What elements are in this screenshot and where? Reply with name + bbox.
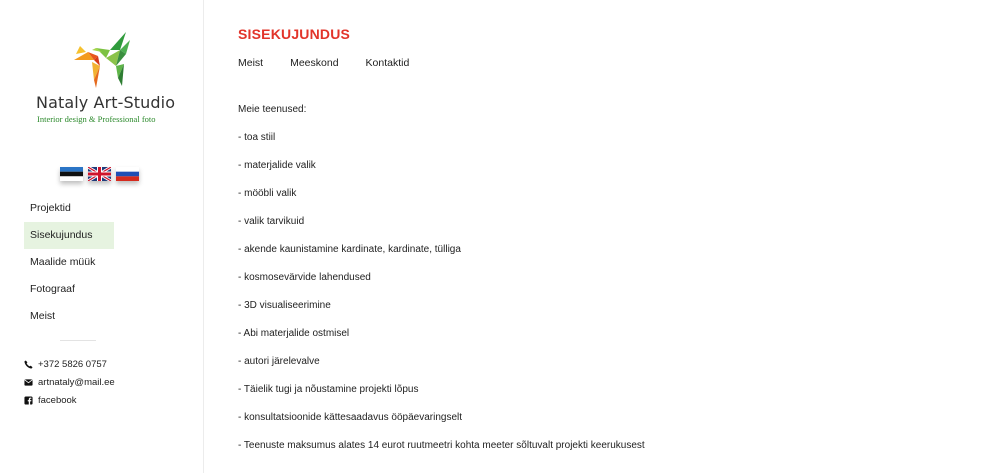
service-item: - Täielik tugi ja nõustamine projekti lõpus — [238, 384, 419, 395]
email-contact[interactable] — [24, 373, 115, 391]
russia-flag-icon[interactable] — [116, 167, 139, 181]
subnav-link-meeskond[interactable]: Meeskond — [290, 57, 339, 69]
sidebar-item-fotograaf[interactable]: Fotograaf — [30, 283, 75, 295]
service-item: - akende kaunistamine kardinate, kardinate, tülliga — [238, 244, 461, 255]
service-item: - kosmosevärvide lahendused — [238, 272, 371, 283]
email-address[interactable]: artnataly@mail.ee — [38, 376, 115, 388]
service-item: - valik tarvikuid — [238, 216, 305, 227]
brand-tagline: Interior design & Professional foto — [37, 114, 156, 124]
services-intro: Meie teenused: — [238, 104, 307, 115]
sidebar-item-meist[interactable]: Meist — [30, 310, 56, 322]
page-title: SISEKUJUNDUS — [238, 26, 351, 42]
contact-list — [24, 355, 115, 409]
services-list — [238, 132, 958, 468]
sidebar-item-maalide-muuk[interactable]: Maalide müük — [30, 256, 96, 268]
sidebar-divider — [60, 340, 96, 341]
service-item: - mööbli valik — [238, 188, 297, 199]
logo[interactable] — [36, 30, 176, 125]
service-item: - 3D visualiseerimine — [238, 300, 331, 311]
sidebar-item-sisekujundus[interactable]: Sisekujundus — [24, 222, 114, 249]
service-item: - Teenuste maksumus alates 14 eurot ruutmeetri kohta meeter sõltuvalt projekti keerukusest — [238, 440, 645, 451]
service-item: - autori järelevalve — [238, 356, 320, 367]
service-item: - toa stiil — [238, 132, 276, 143]
estonia-flag-icon[interactable] — [60, 167, 83, 181]
facebook-icon — [24, 396, 33, 405]
phone-icon — [24, 360, 33, 369]
services-section — [238, 104, 958, 468]
hummingbirds-logo-icon — [66, 30, 136, 92]
sidebar — [0, 0, 204, 473]
service-item: - konsultatsioonide kättesaadavus ööpäevaringselt — [238, 412, 463, 423]
uk-flag-icon[interactable] — [88, 167, 111, 181]
subnav-link-kontaktid[interactable]: Kontaktid — [365, 57, 410, 69]
brand-name: Nataly Art-Studio — [36, 93, 176, 112]
sidebar-nav — [24, 195, 114, 330]
subnav-link-meist[interactable]: Meist — [238, 57, 264, 69]
facebook-contact[interactable] — [24, 391, 115, 409]
phone-contact — [24, 355, 115, 373]
envelope-icon — [24, 378, 33, 387]
service-item: - materjalide valik — [238, 160, 316, 171]
sub-navigation — [238, 57, 409, 69]
language-switcher — [60, 167, 139, 181]
sidebar-item-projektid[interactable]: Projektid — [30, 202, 71, 214]
service-item: - Abi materjalide ostmisel — [238, 328, 350, 339]
facebook-label[interactable]: facebook — [38, 394, 77, 406]
phone-number: +372 5826 0757 — [38, 358, 107, 370]
